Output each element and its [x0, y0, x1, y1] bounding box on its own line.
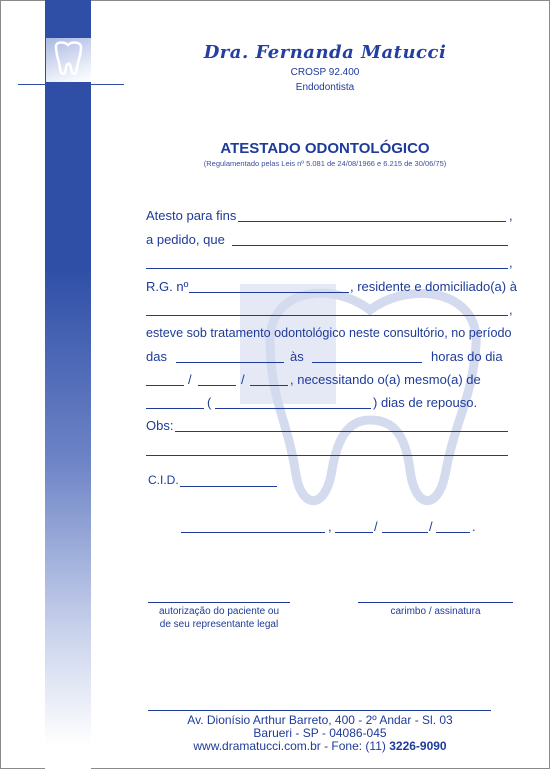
- document-title: ATESTADO ODONTOLÓGICO: [220, 140, 430, 157]
- field-days-number[interactable]: [146, 408, 204, 409]
- comma-2: ,: [509, 255, 513, 270]
- comma-3: ,: [509, 302, 513, 317]
- side-band: [45, 0, 91, 769]
- slash-1: /: [188, 372, 192, 387]
- period: .: [472, 519, 476, 534]
- label-necessitando: , necessitando o(a) mesmo(a) de: [290, 372, 481, 387]
- field-year[interactable]: [250, 385, 288, 386]
- label-cid: C.I.D.: [148, 473, 179, 487]
- label-dias: ) dias de repouso.: [373, 395, 478, 410]
- field-month[interactable]: [198, 385, 236, 386]
- field-date-year[interactable]: [436, 532, 470, 533]
- footer-divider: [148, 710, 491, 711]
- label-horas: horas do dia: [431, 349, 503, 364]
- field-purpose[interactable]: [238, 221, 506, 222]
- field-obs[interactable]: [175, 431, 508, 432]
- doctor-specialty: Endodontista: [295, 82, 355, 93]
- field-address[interactable]: [146, 315, 508, 316]
- field-patient-name[interactable]: [232, 245, 508, 246]
- doctor-name: Dra. Fernanda Matucci: [203, 42, 447, 63]
- document-subtitle: (Regulamentado pelas Leis nº 5.081 de 24/08/1966 e 6.215 de 30/06/75): [203, 159, 447, 168]
- signature-line-patient[interactable]: [148, 602, 290, 603]
- footer-website: www.dramatucci.com.br - Fone: (11): [193, 739, 386, 753]
- slash-3: /: [374, 519, 378, 534]
- label-das: das: [146, 349, 167, 364]
- comma-1: ,: [509, 208, 513, 223]
- footer-phone: 3226-9090: [389, 739, 447, 753]
- field-city[interactable]: [181, 532, 325, 533]
- field-patient-name-cont[interactable]: [146, 268, 508, 269]
- tooth-watermark-icon: [240, 270, 500, 510]
- signature-label-patient-2: de seu representante legal: [159, 619, 279, 630]
- paren-open: (: [207, 395, 212, 410]
- field-day[interactable]: [146, 385, 184, 386]
- comma-4: ,: [328, 519, 332, 534]
- field-obs-cont[interactable]: [146, 455, 508, 456]
- field-start-time[interactable]: [176, 362, 284, 363]
- footer-address: Av. Dionísio Arthur Barreto, 400 - 2º Andar - Sl. 03: [187, 713, 453, 727]
- label-tratamento: esteve sob tratamento odontológico neste consultório, no período: [146, 326, 512, 340]
- doctor-registry: CROSP 92.400: [290, 67, 360, 78]
- slash-2: /: [241, 372, 245, 387]
- slash-4: /: [429, 519, 433, 534]
- label-rg: R.G. nº: [146, 279, 189, 294]
- signature-label-patient-1: autorização do paciente ou: [158, 606, 280, 617]
- label-obs: Obs:: [146, 418, 174, 433]
- tooth-icon: [46, 38, 91, 82]
- field-end-time[interactable]: [312, 362, 422, 363]
- footer-contact: [140, 739, 500, 754]
- field-rg[interactable]: [189, 292, 349, 293]
- field-date-month[interactable]: [382, 532, 428, 533]
- label-residente: , residente e domiciliado(a) à: [350, 279, 517, 294]
- field-date-day[interactable]: [335, 532, 373, 533]
- label-as: às: [290, 349, 304, 364]
- band-accent-line: [18, 84, 124, 85]
- label-pedido: a pedido, que: [146, 232, 225, 247]
- signature-line-doctor[interactable]: [358, 602, 513, 603]
- footer-city: Barueri - SP - 04086-045: [253, 726, 387, 740]
- field-cid[interactable]: [180, 486, 277, 487]
- label-atesto: Atesto para fins: [146, 208, 237, 223]
- signature-label-doctor: carimbo / assinatura: [390, 606, 481, 617]
- field-days-written[interactable]: [215, 408, 371, 409]
